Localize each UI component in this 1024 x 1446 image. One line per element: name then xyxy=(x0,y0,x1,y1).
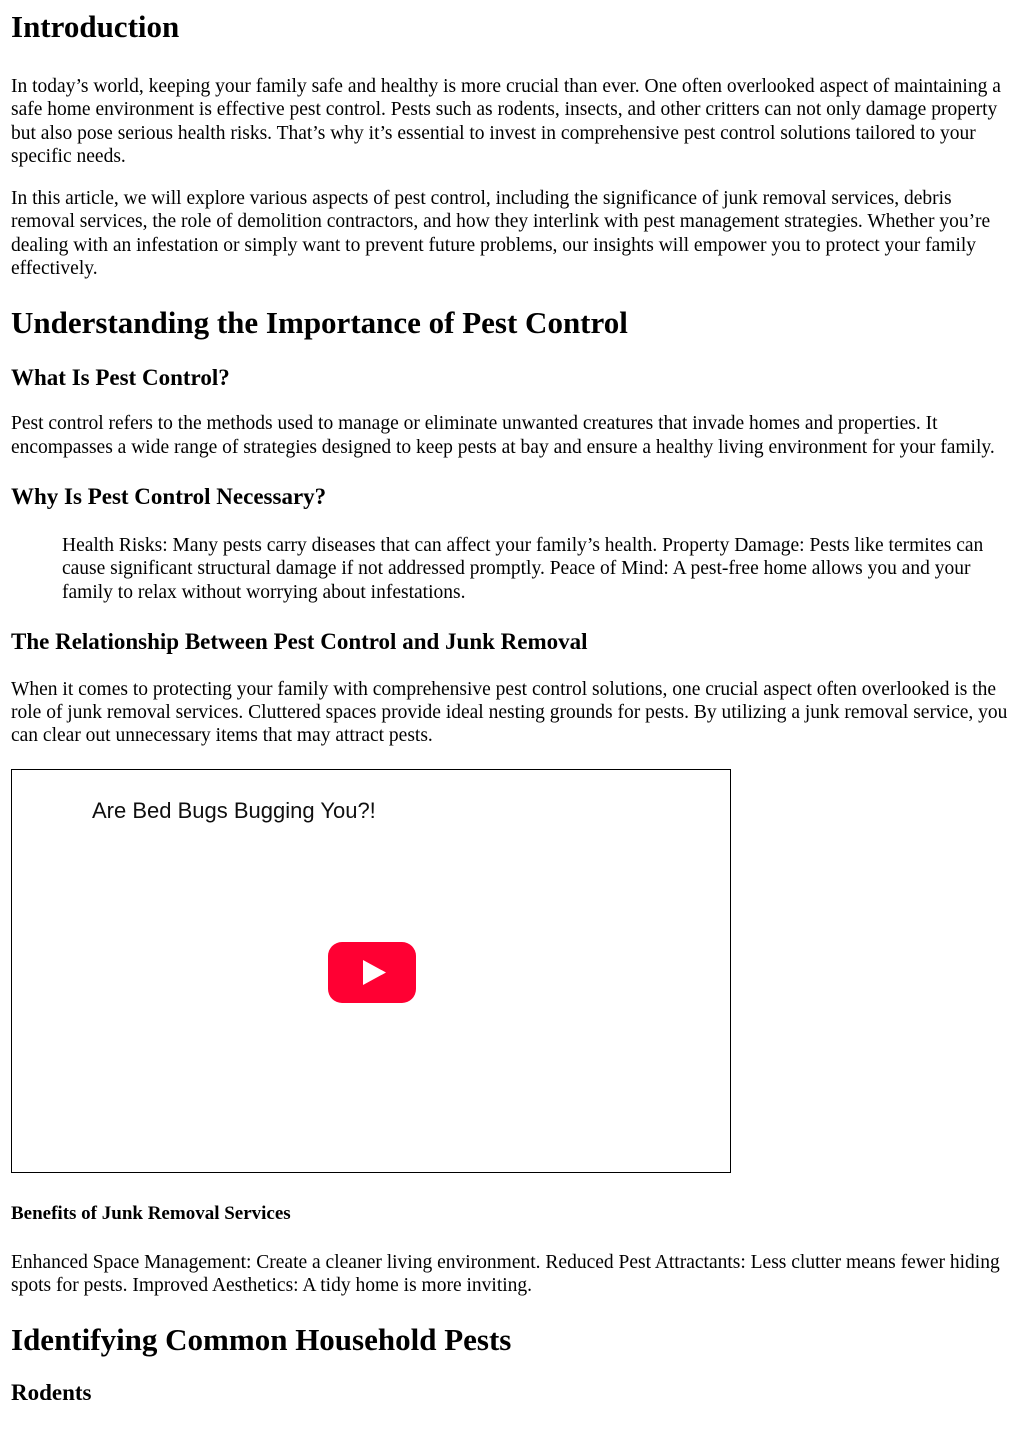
youtube-play-icon[interactable] xyxy=(328,942,416,1003)
intro-heading: Introduction xyxy=(11,9,180,44)
relationship-text: When it comes to protecting your family with comprehensive pest control solutions, one crucial aspect often overlooked is the role of junk removal services. Cluttered spaces provide ideal nesting grounds for pests. By utilizing a junk removal service, you can clear out unnecessary items that may attract pests. xyxy=(11,678,1008,747)
intro-paragraph-2: In this article, we will explore various aspects of pest control, including the significance of junk removal services, debris removal services, the role of demolition contractors, and how they interlink with pest management strategies. Whether you’re dealing with an infestation or simply want to prevent future problems, our insights will empower you to protect your family effectively. xyxy=(11,188,991,280)
rodents-heading: Rodents xyxy=(11,1380,92,1406)
importance-heading: Understanding the Importance of Pest Control xyxy=(11,305,628,341)
what-is-pest-control-text: Pest control refers to the methods used to manage or eliminate unwanted creatures that invade homes and properties. It encompasses a wide range of strategies designed to keep pests at bay and ensure a healthy living environment for your family. xyxy=(11,413,995,458)
relationship-heading: The Relationship Between Pest Control and Junk Removal xyxy=(11,628,588,654)
what-is-pest-control-heading: What Is Pest Control? xyxy=(11,365,230,391)
common-pests-heading: Identifying Common Household Pests xyxy=(11,1322,512,1358)
video-title[interactable]: Are Bed Bugs Bugging You?! xyxy=(92,797,376,823)
why-pest-control-heading: Why Is Pest Control Necessary? xyxy=(11,483,327,509)
benefits-heading: Benefits of Junk Removal Services xyxy=(11,1202,291,1224)
why-pest-control-list: Health Risks: Many pests carry diseases that can affect your family’s health. Property Damage: Pests like termites can cause significant structural damage if not addressed promptly. Peace of Mind: A pest-free home allows you and your family to relax without worrying about infestations. xyxy=(62,534,984,603)
benefits-text: Enhanced Space Management: Create a cleaner living environment. Reduced Pest Attractants: Less clutter means fewer hiding spots for pests. Improved Aesthetics: A tidy home is more inviting. xyxy=(11,1251,1000,1297)
video-embed[interactable] xyxy=(11,769,731,1173)
intro-paragraph-1: In today’s world, keeping your family safe and healthy is more crucial than ever. One often overlooked aspect of maintaining a safe home environment is effective pest control. Pests such as rodents, insects, and other critters can not only damage property but also pose serious health risks. That’s why it’s essential to invest in comprehensive pest control solutions tailored to your specific needs. xyxy=(11,76,1001,167)
